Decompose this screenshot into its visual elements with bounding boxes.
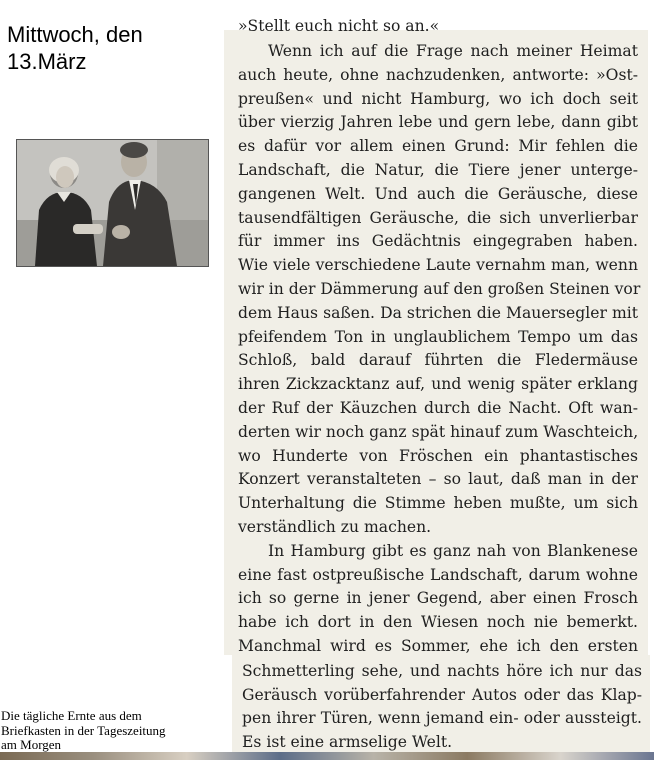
text-line xyxy=(238,320,638,346)
text-line xyxy=(238,439,638,465)
text-line xyxy=(238,486,638,512)
text-line-content: Geräusch vorüberfahrender Autos oder das Klap- xyxy=(242,685,642,704)
text-line xyxy=(238,296,638,322)
text-line-content: wir in der Dämmerung auf den großen Steinen vor xyxy=(238,280,641,298)
text-line xyxy=(238,581,638,607)
text-line-content: Es ist eine armselige Welt. xyxy=(242,732,453,751)
text-line-content: gangenen Welt. Und auch die Geräusche, diese xyxy=(238,184,638,203)
text-line xyxy=(238,248,638,274)
text-line-content: Wie viele verschiedene Laute vernahm man, wenn xyxy=(238,256,638,275)
text-line xyxy=(242,701,642,727)
text-line xyxy=(238,367,638,393)
date-day: 13.März xyxy=(7,49,87,74)
text-line-content: Schloß, bald darauf führten die Fledermäuse xyxy=(238,351,638,370)
text-line xyxy=(238,462,638,488)
text-line xyxy=(242,725,642,751)
caption-line: Briefkasten in der Tageszeitung xyxy=(1,722,166,738)
text-line-content: dem Haus saßen. Da strichen die Mauersegler mit xyxy=(238,303,638,322)
text-line xyxy=(238,105,638,131)
text-line xyxy=(242,654,642,680)
text-line xyxy=(238,534,638,560)
text-line xyxy=(238,82,638,108)
date-weekday: Mittwoch, den xyxy=(7,22,143,47)
text-line xyxy=(238,629,638,655)
text-line-content: über vierzig Jahren lebe und gern lebe, dann gibt xyxy=(238,113,638,132)
text-line-content: Landschaft, die Natur, die Tiere jener unterge- xyxy=(238,161,638,179)
photo-two-people-talking-icon xyxy=(17,140,208,266)
photo xyxy=(16,139,209,267)
text-line-content: der Ruf der Käuzchen durch die Nacht. Oft wan- xyxy=(238,399,638,417)
caption-line: am Morgen xyxy=(1,737,62,752)
text-line-content: habe ich dort in den Wiesen noch nie bemerkt. xyxy=(238,613,638,632)
caption-line: Die tägliche Ernte aus dem xyxy=(1,708,142,723)
text-line-content: Wenn ich auf die Frage nach meiner Heimat xyxy=(268,42,638,60)
text-line-content: verständlich zu machen. xyxy=(238,518,432,536)
text-line xyxy=(238,58,638,84)
text-line-content: es dafür vor allem einen Grund: Mir fehlen die xyxy=(238,137,638,156)
text-line xyxy=(238,605,638,631)
text-line-content: Konzert veranstalteten – so laut, daß man in der xyxy=(238,470,638,489)
text-line xyxy=(238,201,638,227)
text-line xyxy=(238,177,638,203)
text-line-content: ihren Zickzacktanz auf, und wenig später erklang xyxy=(238,375,638,394)
text-line xyxy=(238,272,641,298)
photo-caption xyxy=(1,709,211,753)
text-line xyxy=(238,343,638,369)
text-line-content: derten wir noch ganz spät hinauf zum Waschteich, xyxy=(238,422,639,441)
top-fragment: »Stellt euch nicht so an.« xyxy=(238,17,440,35)
text-line xyxy=(242,678,642,704)
text-line xyxy=(238,391,638,417)
text-line-content: ich so gerne in jener Gegend, aber einen Frosch xyxy=(238,589,638,608)
text-line-content: eine fast ostpreußische Landschaft, darum wohne xyxy=(238,565,638,584)
text-line xyxy=(238,129,638,155)
text-line-content: für immer ins Gedächtnis eingegraben haben. xyxy=(238,232,638,251)
text-line xyxy=(238,415,638,441)
scanned-text-block-continued xyxy=(232,655,650,755)
text-line-content: pen ihrer Türen, wenn jemand ein- oder aussteigt. xyxy=(242,709,642,728)
text-line-content: Unterhaltung die Stimme heben mußte, um sich xyxy=(238,494,638,513)
text-line-content: preußen« und nicht Hamburg, wo ich doch seit xyxy=(238,89,638,108)
date-heading xyxy=(7,21,143,75)
text-line xyxy=(238,153,638,179)
text-line-content: Schmetterling sehe, und nachts höre ich nur das xyxy=(242,662,642,680)
scan-bottom-edge xyxy=(0,752,654,760)
text-line-content: auch heute, ohne nachzudenken, antworte: »Ost- xyxy=(238,65,638,84)
text-line-content: In Hamburg gibt es ganz nah von Blankenese xyxy=(268,541,638,560)
text-line-content: Manchmal wird es Sommer, ehe ich den ersten xyxy=(238,637,638,655)
text-line xyxy=(238,510,638,536)
text-line xyxy=(238,558,638,584)
text-line-content: tausendfältigen Geräusche, die sich unverlierbar xyxy=(238,208,638,227)
text-line-content: pfeifendem Ton in unglaublichem Tempo um das xyxy=(238,327,638,346)
scanned-text-block xyxy=(224,17,648,655)
text-line-content: wo Hunderte von Fröschen ein phantastisches xyxy=(238,446,638,465)
text-line xyxy=(238,34,638,60)
text-line xyxy=(238,224,638,250)
